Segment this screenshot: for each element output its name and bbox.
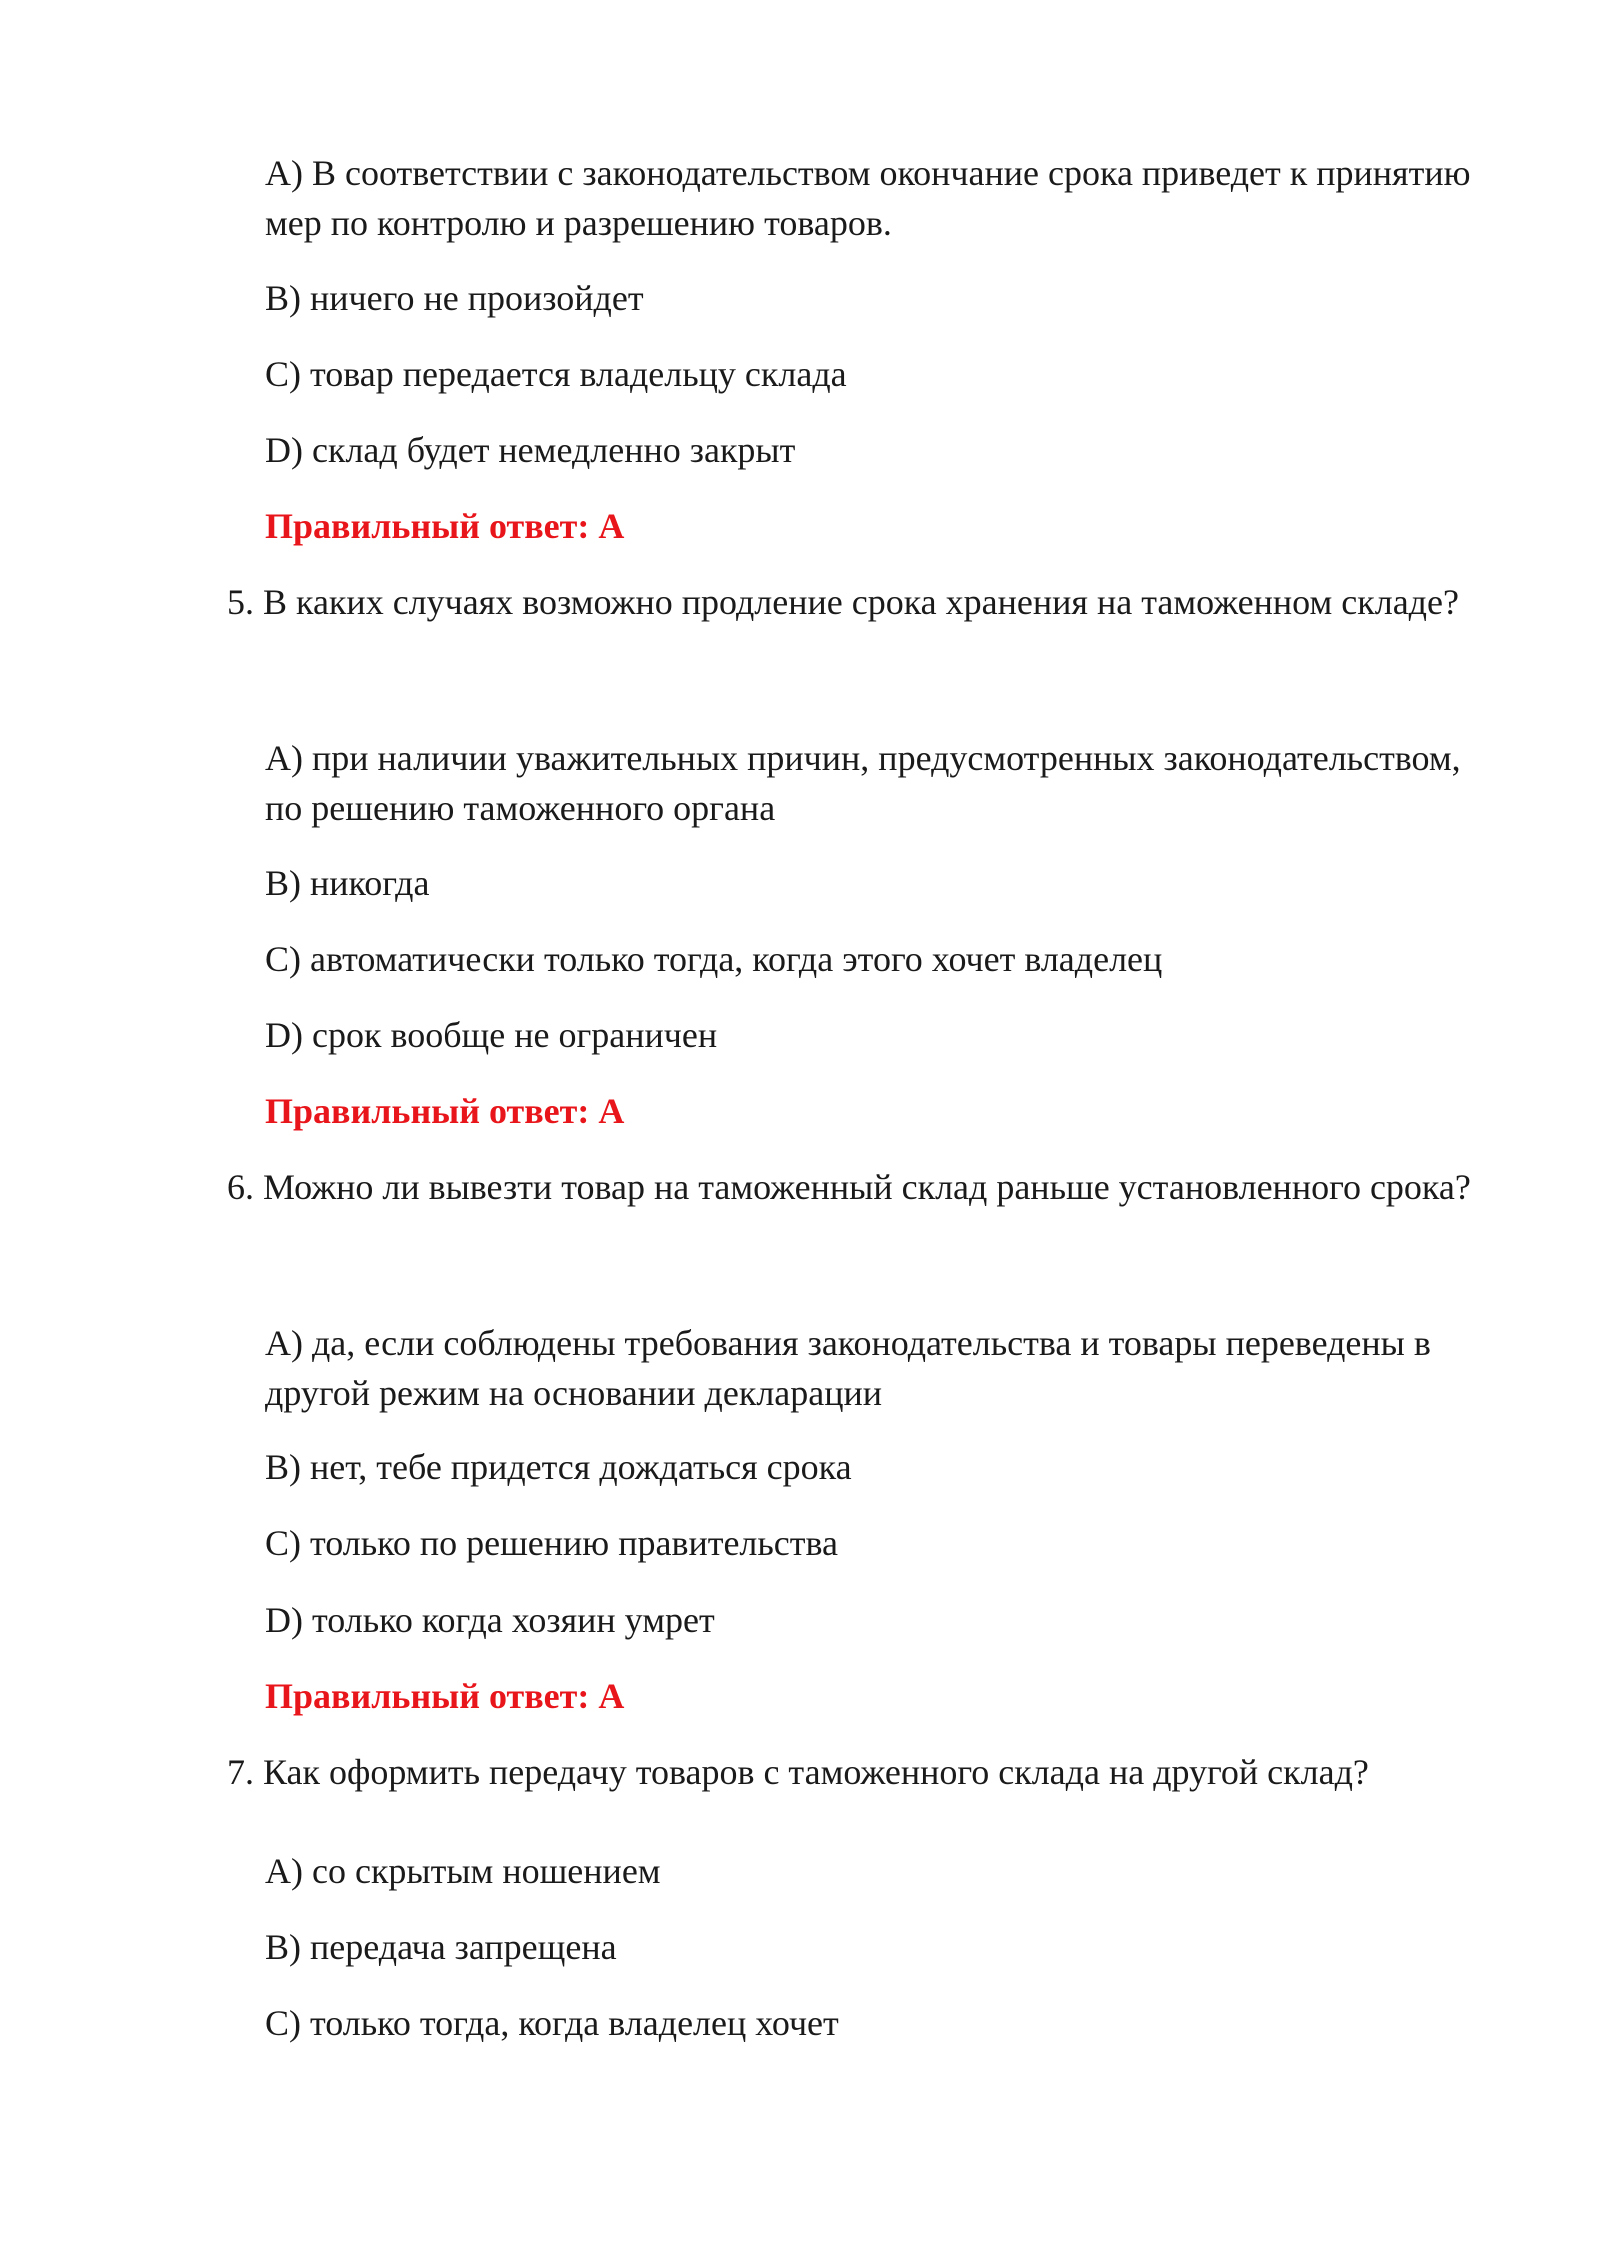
q6-correct-answer: Правильный ответ: A bbox=[265, 1676, 625, 1716]
q4-option-b: B) ничего не произойдет bbox=[265, 278, 644, 318]
q5-correct-answer: Правильный ответ: A bbox=[265, 1091, 625, 1131]
question-5: 5. В каких случаях возможно продление срока хранения на таможенном складе? bbox=[227, 582, 1459, 622]
q5-option-c: C) автоматически только тогда, когда этого хочет владелец bbox=[265, 939, 1163, 979]
q6-option-b: B) нет, тебе придется дождаться срока bbox=[265, 1447, 852, 1487]
q4-option-d: D) склад будет немедленно закрыт bbox=[265, 430, 796, 470]
q5-option-a: А) при наличии уважительных причин, предусмотренных законодательством, по решению таможенного органа bbox=[265, 738, 1461, 828]
q4-option-a: А) В соответствии с законодательством окончание срока приведет к принятию мер по контролю и разрешению товаров. bbox=[265, 153, 1471, 243]
q6-option-d: D) только когда хозяин умрет bbox=[265, 1600, 715, 1640]
q5-option-b: B) никогда bbox=[265, 863, 430, 903]
q7-option-b: B) передача запрещена bbox=[265, 1927, 617, 1967]
q6-option-a: А) да, если соблюдены требования законодательства и товары переведены в другой режим на основании декларации bbox=[265, 1323, 1431, 1413]
q7-option-c: C) только тогда, когда владелец хочет bbox=[265, 2003, 839, 2043]
q4-option-c: C) товар передается владельцу склада bbox=[265, 354, 847, 394]
q4-correct-answer: Правильный ответ: A bbox=[265, 506, 625, 546]
q7-option-a: А) со скрытым ношением bbox=[265, 1851, 661, 1891]
question-6: 6. Можно ли вывезти товар на таможенный склад раньше установленного срока? bbox=[227, 1167, 1471, 1207]
q5-option-d: D) срок вообще не ограничен bbox=[265, 1015, 718, 1055]
q6-option-c: C) только по решению правительства bbox=[265, 1523, 839, 1563]
question-7: 7. Как оформить передачу товаров с таможенного склада на другой склад? bbox=[227, 1752, 1369, 1792]
